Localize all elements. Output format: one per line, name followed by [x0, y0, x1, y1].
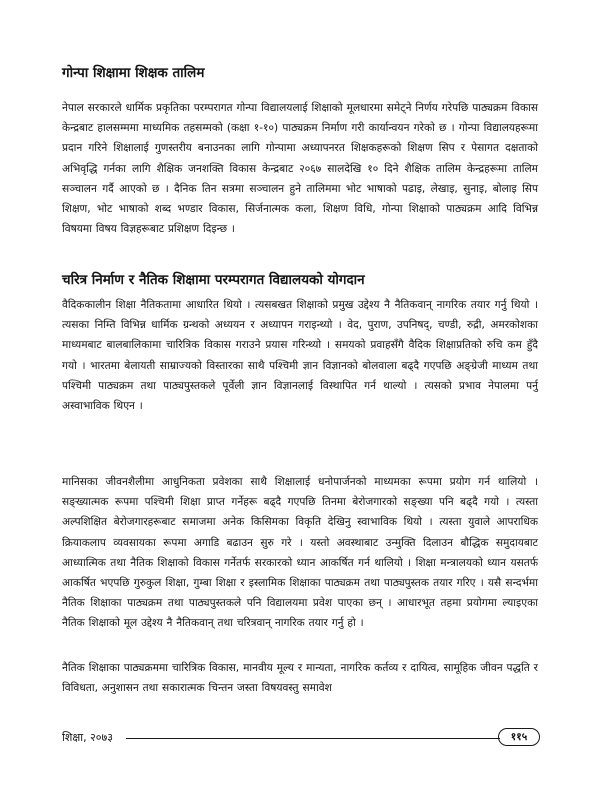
footer-journal-name: शिक्षा, २०७३ — [62, 731, 113, 744]
section-heading-gonpa-teacher-training: गोन्पा शिक्षामा शिक्षक तालिम — [62, 65, 205, 81]
paragraph-moral-curriculum: नैतिक शिक्षाका पाठ्यक्रममा चारित्रिक विकास, मानवीय मूल्य र मान्यता, नागरिक कर्तव्य र दायित्व, सामूहिक जीवन पद्धति र विविधता, अनुशासन तथा सकारात्मक चिन्तन जस्ता विषयवस्तु समावेश — [62, 662, 538, 695]
paragraph-modern-lifestyle: मानिसका जीवनशैलीमा आधुनिकता प्रवेशका साथै शिक्षालाई धनोपार्जनको माध्यमका रूपमा प्रयोग गर्न थालियो । सङ्ख्यात्मक रूपमा पश्चिमी शिक्षा प्राप्त गर्नेहरू बढ्दै गएपछि तिनमा बेरोजगारको सङ्ख्या पनि बढ्दै गयो । त्यस्ता अल्पशिक्षित बेरोजगारहरूबाट समाजमा अनेक किसिमका विकृति देखिनु स्वाभाविक थियो । त्यस्ता युवाले आपराधिक क्रियाकलाप व्यवसायका रूपमा अगाडि बढाउन सुरु गरे । यस्तो अवस्थाबाट उन्मुक्ति दिलाउन बौद्धिक समुदायबाट आध्यात्मिक तथा नैतिक शिक्षाको विकास गर्नेतर्फ सरकारको ध्यान आकर्षित गर्न थालियो । शिक्षा मन्त्रालयको ध्यान यसतर्फ आकर्षित भएपछि गुरुकुल शिक्षा, गुम्बा शिक्षा र इस्लामिक शिक्षाका पाठ्यक्रम तथा पाठ्यपुस्तक तयार गरिए । यसै सन्दर्भमा नैतिक शिक्षाका पाठ्यक्रम तथा पाठ्यपुस्तकले पनि विद्यालयमा प्रवेश पाएका छन् । आधारभूत तहमा प्रयोगमा ल्याइएका नैतिक शिक्षाको मूल उद्देश्य नै नैतिकवान् तथा चरित्रवान् नागरिक तयार गर्नु हो । — [62, 476, 538, 630]
page-number: ११५ — [498, 728, 540, 746]
footer-rule — [126, 738, 500, 739]
section-heading-character-building: चरित्र निर्माण र नैतिक शिक्षामा परम्परागत विद्यालयको योगदान — [62, 272, 365, 288]
paragraph-gonpa-training: नेपाल सरकारले धार्मिक प्रकृतिका परम्परागत गोन्पा विद्यालयलाई शिक्षाको मूलधारमा समेट्ने निर्णय गरेपछि पाठ्यक्रम विकास केन्द्रबाट हालसम्ममा माध्यमिक तहसम्मको (कक्षा १-१०) पाठ्यक्रम निर्माण गरी कार्यान्वयन गरेको छ । गोन्पा विद्यालयहरूमा प्रदान गरिने शिक्षालाई गुणस्तरीय बनाउनका लागि गोन्पामा अध्यापनरत शिक्षकहरूको शिक्षण सिप र पेसागत दक्षताको अभिवृद्धि गर्नका लागि शैक्षिक जनशक्ति विकास केन्द्रबाट २०६७ सालदेखि १० दिने शैक्षिक तालिम केन्द्रहरूमा तालिम सञ्चालन गर्दै आएको छ । दैनिक तिन सत्रमा सञ्चालन हुने तालिममा भोट भाषाको पढाइ, लेखाइ, सुनाइ, बोलाइ सिप शिक्षण, भोट भाषाको शब्द भण्डार विकास, सिर्जनात्मक कला, शिक्षण विधि, गोन्पा शिक्षाको पाठ्यक्रम आदि विभिन्न विषयमा विषय विज्ञहरूबाट प्रशिक्षण दिइन्छ । — [62, 102, 538, 236]
paragraph-vedic-education: वैदिककालीन शिक्षा नैतिकतामा आधारित थियो । त्यसबखत शिक्षाको प्रमुख उद्देश्य नै नैतिकवान् नागरिक तयार गर्नु थियो । त्यसका निम्ति विभिन्न धार्मिक ग्रन्थको अध्ययन र अध्यापन गराइन्थ्यो । वेद, पुराण, उपनिषद्, चण्डी, रुद्री, अमरकोशका माध्यमबाट बालबालिकामा चारित्रिक विकास गराउने प्रयास गरिन्थ्यो । समयको प्रवाहसँगै वैदिक शिक्षाप्रतिको रुचि कम हुँदै गयो । भारतमा बेलायती साम्राज्यको विस्तारका साथै पश्चिमी ज्ञान विज्ञानको बोलवाला बढ्दै गएपछि अङ्ग्रेजी माध्यम तथा पश्चिमी पाठ्यक्रम तथा पाठ्यपुस्तकले पूर्वेली ज्ञान विज्ञानलाई विस्थापित गर्न थाल्यो । त्यसको प्रभाव नेपालमा पर्नु अस्वाभाविक थिएन । — [62, 299, 538, 413]
